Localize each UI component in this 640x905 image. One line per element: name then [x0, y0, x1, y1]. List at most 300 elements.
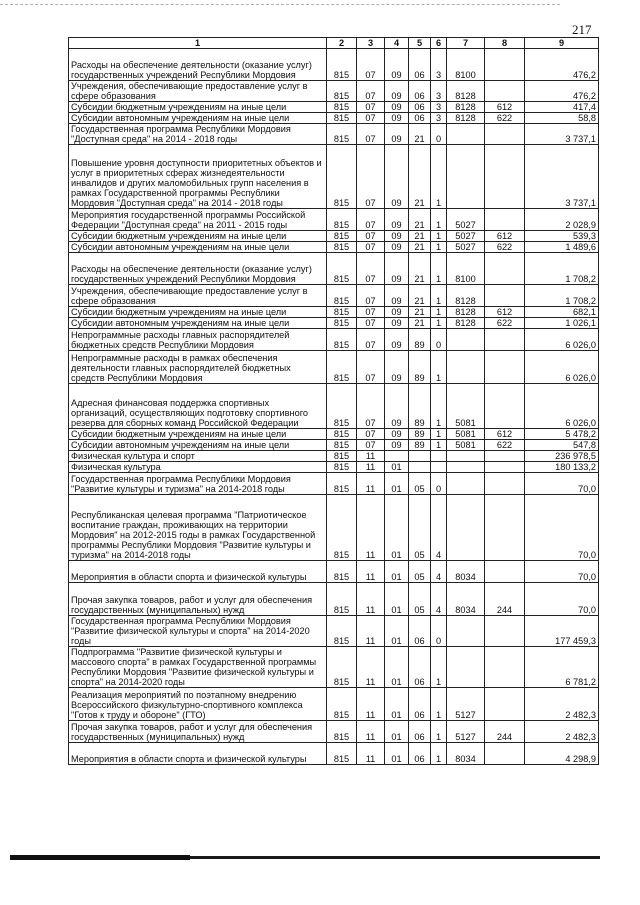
row-code: 815	[327, 81, 357, 102]
row-code: 09	[385, 429, 409, 440]
row-code: 622	[485, 242, 525, 253]
row-code: 5081	[447, 440, 485, 451]
row-code: 5027	[447, 209, 485, 231]
row-amount: 236 978,5	[525, 451, 599, 462]
row-code	[485, 384, 525, 429]
row-code: 06	[409, 102, 431, 113]
row-code: 07	[357, 124, 385, 145]
row-description: Расходы на обеспечение деятельности (оказание услуг) государственных учреждений Республики Мордовия	[69, 49, 327, 81]
row-code	[485, 743, 525, 765]
row-code: 09	[385, 113, 409, 124]
row-code: 8100	[447, 49, 485, 81]
row-code: 21	[409, 307, 431, 318]
table-row	[69, 647, 599, 688]
row-code: 09	[385, 145, 409, 209]
table-row	[69, 329, 599, 351]
row-code	[447, 495, 485, 561]
table-row	[69, 473, 599, 495]
row-code: 05	[409, 561, 431, 583]
col-header: 7	[447, 38, 485, 49]
header-row	[69, 38, 599, 49]
row-code: 01	[385, 647, 409, 688]
row-code: 09	[385, 307, 409, 318]
table-row	[69, 124, 599, 145]
row-code	[447, 616, 485, 647]
row-code: 01	[385, 743, 409, 765]
row-code: 09	[385, 253, 409, 285]
row-amount: 4 298,9	[525, 743, 599, 765]
row-description: Субсидии автономным учреждениям на иные цели	[69, 440, 327, 451]
row-code: 815	[327, 473, 357, 495]
row-code: 09	[385, 440, 409, 451]
row-code: 09	[385, 384, 409, 429]
row-code	[447, 124, 485, 145]
row-code: 09	[385, 318, 409, 329]
row-code: 0	[431, 329, 447, 351]
row-code: 815	[327, 113, 357, 124]
row-code: 06	[409, 49, 431, 81]
col-header: 2	[327, 38, 357, 49]
row-description: Непрограммные расходы главных распорядителей бюджетных средств Республики Мордовия	[69, 329, 327, 351]
row-code: 8128	[447, 102, 485, 113]
row-code	[485, 451, 525, 462]
col-header: 6	[431, 38, 447, 49]
row-code: 11	[357, 473, 385, 495]
row-code: 8034	[447, 743, 485, 765]
row-code: 06	[409, 647, 431, 688]
row-code: 244	[485, 583, 525, 616]
row-code: 11	[357, 495, 385, 561]
row-code	[431, 451, 447, 462]
row-code: 21	[409, 285, 431, 307]
row-code: 1	[431, 285, 447, 307]
row-code: 1	[431, 721, 447, 743]
row-code	[485, 81, 525, 102]
row-amount: 476,2	[525, 49, 599, 81]
row-code: 815	[327, 721, 357, 743]
budget-table	[68, 37, 599, 765]
row-code	[485, 688, 525, 721]
row-description: Субсидии автономным учреждениям на иные цели	[69, 242, 327, 253]
row-description: Мероприятия в области спорта и физической культуры	[69, 743, 327, 765]
row-code: 612	[485, 307, 525, 318]
table-row	[69, 81, 599, 102]
table-row	[69, 384, 599, 429]
table-row	[69, 351, 599, 384]
row-amount: 1 708,2	[525, 285, 599, 307]
row-description: Мероприятия государственной программы Российской Федерации "Доступная среда" на 2011 - 2015 годы	[69, 209, 327, 231]
row-code: 11	[357, 462, 385, 473]
col-header: 4	[385, 38, 409, 49]
row-code: 5127	[447, 688, 485, 721]
row-code: 0	[431, 124, 447, 145]
row-amount: 1 026,1	[525, 318, 599, 329]
row-description: Физическая культура и спорт	[69, 451, 327, 462]
row-code: 815	[327, 616, 357, 647]
table-row	[69, 616, 599, 647]
row-amount: 5 478,2	[525, 429, 599, 440]
row-description: Государственная программа Республики Мордовия "Доступная среда" на 2014 - 2018 годы	[69, 124, 327, 145]
row-code: 05	[409, 473, 431, 495]
row-code: 06	[409, 688, 431, 721]
row-code: 09	[385, 209, 409, 231]
row-amount: 180 133,2	[525, 462, 599, 473]
row-code: 3	[431, 113, 447, 124]
row-description: Мероприятия в области спорта и физической культуры	[69, 561, 327, 583]
row-code: 11	[357, 721, 385, 743]
row-code	[485, 124, 525, 145]
table-row	[69, 583, 599, 616]
page-number: 217	[572, 22, 592, 37]
row-code: 01	[385, 473, 409, 495]
table-row	[69, 242, 599, 253]
row-description: Прочая закупка товаров, работ и услуг для обеспечения государственных (муниципальных) нужд	[69, 583, 327, 616]
col-header: 8	[485, 38, 525, 49]
row-code	[447, 462, 485, 473]
row-code: 622	[485, 318, 525, 329]
row-code: 815	[327, 429, 357, 440]
row-amount: 70,0	[525, 473, 599, 495]
row-code: 21	[409, 253, 431, 285]
table-row	[69, 113, 599, 124]
row-code: 07	[357, 231, 385, 242]
row-code: 244	[485, 721, 525, 743]
table-row	[69, 721, 599, 743]
row-code: 11	[357, 743, 385, 765]
row-code: 1	[431, 231, 447, 242]
table-row	[69, 495, 599, 561]
row-code: 11	[357, 451, 385, 462]
row-amount: 417,4	[525, 102, 599, 113]
row-code: 5127	[447, 721, 485, 743]
row-code: 4	[431, 495, 447, 561]
row-amount: 3 737,1	[525, 124, 599, 145]
row-amount: 2 482,3	[525, 721, 599, 743]
table-row	[69, 743, 599, 765]
row-code: 3	[431, 49, 447, 81]
table-row	[69, 49, 599, 81]
row-code: 89	[409, 384, 431, 429]
row-code: 1	[431, 145, 447, 209]
row-code: 8100	[447, 253, 485, 285]
row-code: 09	[385, 81, 409, 102]
row-code: 8128	[447, 113, 485, 124]
row-description: Повышение уровня доступности приоритетных объектов и услуг в приоритетных сферах жизнедеятельности инвалидов и других маломобильных групп населения в рамках Государственной программы Республики Мордовия "Доступная среда" на 2014 - 2018 годы	[69, 145, 327, 209]
row-amount: 6 781,2	[525, 647, 599, 688]
row-code: 815	[327, 647, 357, 688]
row-code: 8034	[447, 583, 485, 616]
row-code: 07	[357, 113, 385, 124]
row-code: 8128	[447, 318, 485, 329]
row-code: 815	[327, 231, 357, 242]
row-code: 1	[431, 647, 447, 688]
row-code: 815	[327, 743, 357, 765]
row-code: 4	[431, 561, 447, 583]
row-description: Субсидии автономным учреждениям на иные цели	[69, 318, 327, 329]
row-amount: 1 489,6	[525, 242, 599, 253]
col-header: 1	[69, 38, 327, 49]
row-code	[409, 462, 431, 473]
row-code: 07	[357, 253, 385, 285]
table-row	[69, 209, 599, 231]
table-row	[69, 145, 599, 209]
row-code: 89	[409, 329, 431, 351]
row-code: 21	[409, 242, 431, 253]
row-description: Субсидии бюджетным учреждениям на иные цели	[69, 102, 327, 113]
row-code: 5027	[447, 242, 485, 253]
row-code: 11	[357, 583, 385, 616]
row-code	[485, 49, 525, 81]
table-row	[69, 102, 599, 113]
row-description: Физическая культура	[69, 462, 327, 473]
row-code: 815	[327, 351, 357, 384]
row-description: Учреждения, обеспечивающие предоставление услуг в сфере образования	[69, 285, 327, 307]
row-code: 21	[409, 231, 431, 242]
row-code	[447, 647, 485, 688]
row-code: 09	[385, 242, 409, 253]
row-code: 815	[327, 688, 357, 721]
row-code: 06	[409, 81, 431, 102]
row-amount: 547,8	[525, 440, 599, 451]
row-amount: 177 459,3	[525, 616, 599, 647]
row-code: 09	[385, 285, 409, 307]
table-row	[69, 231, 599, 242]
row-code: 8128	[447, 81, 485, 102]
row-code: 07	[357, 209, 385, 231]
row-code: 815	[327, 102, 357, 113]
row-code: 815	[327, 145, 357, 209]
row-code: 07	[357, 307, 385, 318]
row-code: 01	[385, 561, 409, 583]
row-code: 5081	[447, 429, 485, 440]
row-code: 06	[409, 743, 431, 765]
row-amount: 6 026,0	[525, 329, 599, 351]
row-description: Адресная финансовая поддержка спортивных организаций, осуществляющих подготовку спортивного резерва для сборных команд Российской Федерации	[69, 384, 327, 429]
row-code: 05	[409, 583, 431, 616]
row-code: 815	[327, 440, 357, 451]
row-amount: 1 708,2	[525, 253, 599, 285]
row-description: Учреждения, обеспечивающие предоставление услуг в сфере образования	[69, 81, 327, 102]
table-row	[69, 429, 599, 440]
row-code: 1	[431, 242, 447, 253]
row-code: 06	[409, 113, 431, 124]
row-code: 11	[357, 688, 385, 721]
row-code: 1	[431, 253, 447, 285]
row-description: Государственная программа Республики Мордовия "Развитие культуры и туризма" на 2014-2018 годы	[69, 473, 327, 495]
row-description: Субсидии бюджетным учреждениям на иные цели	[69, 429, 327, 440]
row-code: 07	[357, 145, 385, 209]
row-code: 4	[431, 583, 447, 616]
row-description: Подпрограмма "Развитие физической культуры и массового спорта" в рамках Государственной программы Республики Мордовия "Развитие физической культуры и спорта" на 2014-2020 годы	[69, 647, 327, 688]
row-code	[485, 495, 525, 561]
row-code: 11	[357, 647, 385, 688]
row-code: 07	[357, 351, 385, 384]
row-amount: 682,1	[525, 307, 599, 318]
row-code: 07	[357, 384, 385, 429]
row-description: Государственная программа Республики Мордовия "Развитие физической культуры и спорта" на 2014-2020 годы	[69, 616, 327, 647]
row-code: 07	[357, 49, 385, 81]
row-amount: 70,0	[525, 583, 599, 616]
row-code: 5081	[447, 384, 485, 429]
table-row	[69, 688, 599, 721]
row-code	[485, 285, 525, 307]
row-code: 815	[327, 451, 357, 462]
row-code: 09	[385, 231, 409, 242]
row-code: 07	[357, 102, 385, 113]
row-code: 815	[327, 384, 357, 429]
table-row	[69, 561, 599, 583]
row-amount: 6 026,0	[525, 351, 599, 384]
table-row	[69, 440, 599, 451]
row-code	[409, 451, 431, 462]
row-code: 622	[485, 113, 525, 124]
row-code: 07	[357, 242, 385, 253]
row-code: 815	[327, 561, 357, 583]
row-code	[447, 451, 485, 462]
top-rule	[0, 4, 560, 5]
row-description: Субсидии автономным учреждениям на иные цели	[69, 113, 327, 124]
row-amount: 70,0	[525, 495, 599, 561]
row-code: 815	[327, 329, 357, 351]
row-code: 1	[431, 209, 447, 231]
row-code: 06	[409, 616, 431, 647]
row-code: 0	[431, 616, 447, 647]
row-code: 21	[409, 209, 431, 231]
row-code	[485, 253, 525, 285]
row-code: 622	[485, 440, 525, 451]
row-description: Расходы на обеспечение деятельности (оказание услуг) государственных учреждений Республики Мордовия	[69, 253, 327, 285]
row-code	[485, 561, 525, 583]
row-code: 815	[327, 495, 357, 561]
row-code: 89	[409, 351, 431, 384]
row-code: 815	[327, 242, 357, 253]
row-code: 21	[409, 145, 431, 209]
row-code: 1	[431, 318, 447, 329]
row-code	[485, 145, 525, 209]
table-row	[69, 462, 599, 473]
row-code: 89	[409, 429, 431, 440]
col-header: 9	[525, 38, 599, 49]
row-amount: 539,3	[525, 231, 599, 242]
row-code: 09	[385, 102, 409, 113]
row-code	[485, 647, 525, 688]
row-code: 8128	[447, 285, 485, 307]
row-code: 05	[409, 495, 431, 561]
row-code: 01	[385, 721, 409, 743]
row-amount: 476,2	[525, 81, 599, 102]
row-code: 815	[327, 253, 357, 285]
row-code: 07	[357, 318, 385, 329]
row-amount: 3 737,1	[525, 145, 599, 209]
table-row	[69, 307, 599, 318]
bottom-scan-bar	[10, 856, 600, 859]
row-code: 09	[385, 351, 409, 384]
row-code: 1	[431, 440, 447, 451]
table-row	[69, 318, 599, 329]
row-code: 815	[327, 462, 357, 473]
row-description: Субсидии бюджетным учреждениям на иные цели	[69, 307, 327, 318]
row-code: 612	[485, 231, 525, 242]
row-code: 815	[327, 307, 357, 318]
row-code: 07	[357, 329, 385, 351]
row-code: 89	[409, 440, 431, 451]
row-code: 815	[327, 49, 357, 81]
row-description: Непрограммные расходы в рамках обеспечения деятельности главных распорядителей бюджетных средств Республики Мордовия	[69, 351, 327, 384]
row-code: 06	[409, 721, 431, 743]
row-code: 07	[357, 440, 385, 451]
row-code: 07	[357, 81, 385, 102]
row-description: Республиканская целевая программа "Патриотическое воспитание граждан, проживающих на территории Мордовия" на 2012-2015 годы в рамках Государственной программы Республики Мордовия "Развитие культуры и туризма" на 2014-2018 годы	[69, 495, 327, 561]
row-code: 01	[385, 616, 409, 647]
row-code: 5027	[447, 231, 485, 242]
row-code: 09	[385, 329, 409, 351]
row-code: 01	[385, 583, 409, 616]
row-code	[485, 616, 525, 647]
row-description: Прочая закупка товаров, работ и услуг для обеспечения государственных (муниципальных) нужд	[69, 721, 327, 743]
row-amount: 58,8	[525, 113, 599, 124]
row-code: 815	[327, 318, 357, 329]
row-code	[485, 473, 525, 495]
row-code	[447, 473, 485, 495]
row-code: 815	[327, 209, 357, 231]
row-code: 1	[431, 351, 447, 384]
row-code: 815	[327, 285, 357, 307]
row-code: 815	[327, 124, 357, 145]
row-code: 11	[357, 616, 385, 647]
row-amount: 6 026,0	[525, 384, 599, 429]
row-description: Субсидии бюджетным учреждениям на иные цели	[69, 231, 327, 242]
row-amount: 2 028,9	[525, 209, 599, 231]
row-description: Реализация мероприятий по поэтапному внедрению Всероссийского физкультурно-спортивного комплекса "Готов к труду и обороне" (ГТО)	[69, 688, 327, 721]
row-code: 07	[357, 285, 385, 307]
row-code	[485, 462, 525, 473]
row-code: 0	[431, 473, 447, 495]
table-row	[69, 285, 599, 307]
row-code: 8034	[447, 561, 485, 583]
row-code: 01	[385, 495, 409, 561]
row-code: 1	[431, 384, 447, 429]
row-code	[447, 351, 485, 384]
row-code: 09	[385, 124, 409, 145]
row-code: 612	[485, 429, 525, 440]
row-code: 815	[327, 583, 357, 616]
row-code	[485, 209, 525, 231]
row-amount: 2 482,3	[525, 688, 599, 721]
row-code	[431, 462, 447, 473]
col-header: 5	[409, 38, 431, 49]
row-code: 1	[431, 688, 447, 721]
row-code	[385, 451, 409, 462]
row-code: 8128	[447, 307, 485, 318]
row-code	[485, 351, 525, 384]
row-code	[447, 145, 485, 209]
row-code: 01	[385, 688, 409, 721]
row-code: 3	[431, 102, 447, 113]
row-code: 1	[431, 307, 447, 318]
table-row	[69, 253, 599, 285]
row-code: 11	[357, 561, 385, 583]
row-code: 01	[385, 462, 409, 473]
row-code	[447, 329, 485, 351]
row-code: 1	[431, 743, 447, 765]
row-code: 1	[431, 429, 447, 440]
col-header: 3	[357, 38, 385, 49]
table-row	[69, 451, 599, 462]
row-code: 3	[431, 81, 447, 102]
row-amount: 70,0	[525, 561, 599, 583]
row-code: 612	[485, 102, 525, 113]
row-code: 07	[357, 429, 385, 440]
